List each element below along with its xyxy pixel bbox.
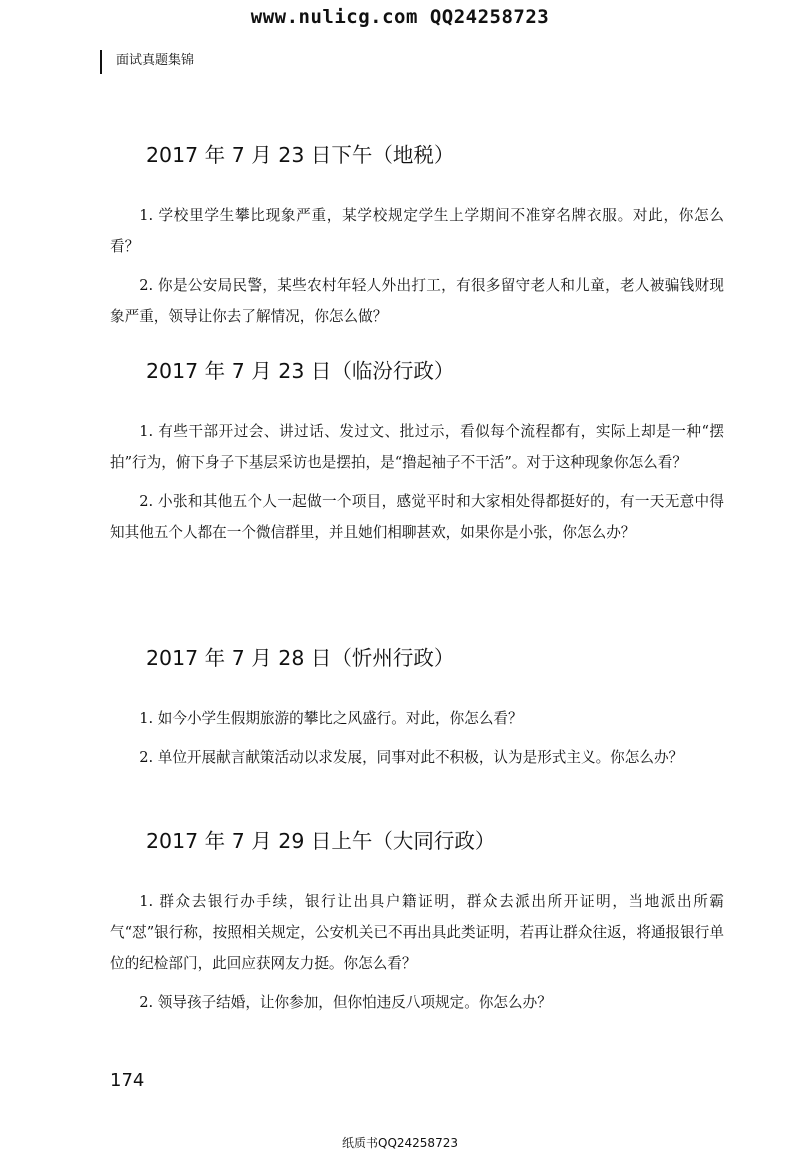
question-list <box>110 200 724 332</box>
question-item: 2. 单位开展献言献策活动以求发展，同事对此不积极，认为是形式主义。你怎么办？ <box>139 749 684 766</box>
exam-section-1 <box>110 140 724 332</box>
question-item: 2. 小张和其他五个人一起做一个项目，感觉平时和大家相处得都挺好的，有一天无意中得知其他五个人都在一个微信群里，并且她们相聊甚欢，如果你是小张，你怎么办？ <box>110 493 724 541</box>
question-item: 1. 有些干部开过会、讲过话、发过文、批过示，看似每个流程都有，实际上却是一种“摆拍”行为，俯下身子下基层采访也是摆拍，是“撸起袖子不干活”。对于这种现象你怎么看？ <box>110 423 724 471</box>
section-title-text: 2017 年 7 月 23 日（临汾行政） <box>146 359 455 383</box>
running-title: 面试真题集锦 <box>100 50 194 74</box>
section-title <box>110 826 724 856</box>
question-list <box>110 886 724 1018</box>
question-item: 1. 群众去银行办手续，银行让出具户籍证明，群众去派出所开证明，当地派出所霸气“怼”银行称，按照相关规定，公安机关已不再出具此类证明，若再让群众往返，将通报银行单位的纪检部门，此回应获网友力挺。你怎么看？ <box>110 893 724 972</box>
section-title-text: 2017 年 7 月 23 日下午（地税） <box>146 143 455 167</box>
page-number: 174 <box>110 1070 145 1091</box>
section-title <box>110 643 724 673</box>
watermark-bottom: 纸质书QQ24258723 <box>342 1136 458 1150</box>
question-item: 1. 学校里学生攀比现象严重，某学校规定学生上学期间不准穿名牌衣服。对此，你怎么看？ <box>110 207 724 255</box>
watermark-top: www.nulicg.com QQ24258723 <box>250 6 550 28</box>
question-item: 2. 你是公安局民警，某些农村年轻人外出打工，有很多留守老人和儿童，老人被骗钱财现象严重，领导让你去了解情况，你怎么做？ <box>110 277 724 325</box>
exam-section-3 <box>110 643 724 773</box>
section-title <box>110 140 724 170</box>
section-title-text: 2017 年 7 月 29 日上午（大同行政） <box>146 829 496 853</box>
exam-section-2 <box>110 356 724 548</box>
exam-section-4 <box>110 826 724 1018</box>
section-title-text: 2017 年 7 月 28 日（忻州行政） <box>146 646 455 670</box>
question-item: 1. 如今小学生假期旅游的攀比之风盛行。对此，你怎么看？ <box>139 710 523 727</box>
section-title <box>110 356 724 386</box>
question-item: 2. 领导孩子结婚，让你参加，但你怕违反八项规定。你怎么办？ <box>139 994 552 1011</box>
question-list <box>110 703 724 773</box>
question-list <box>110 416 724 548</box>
